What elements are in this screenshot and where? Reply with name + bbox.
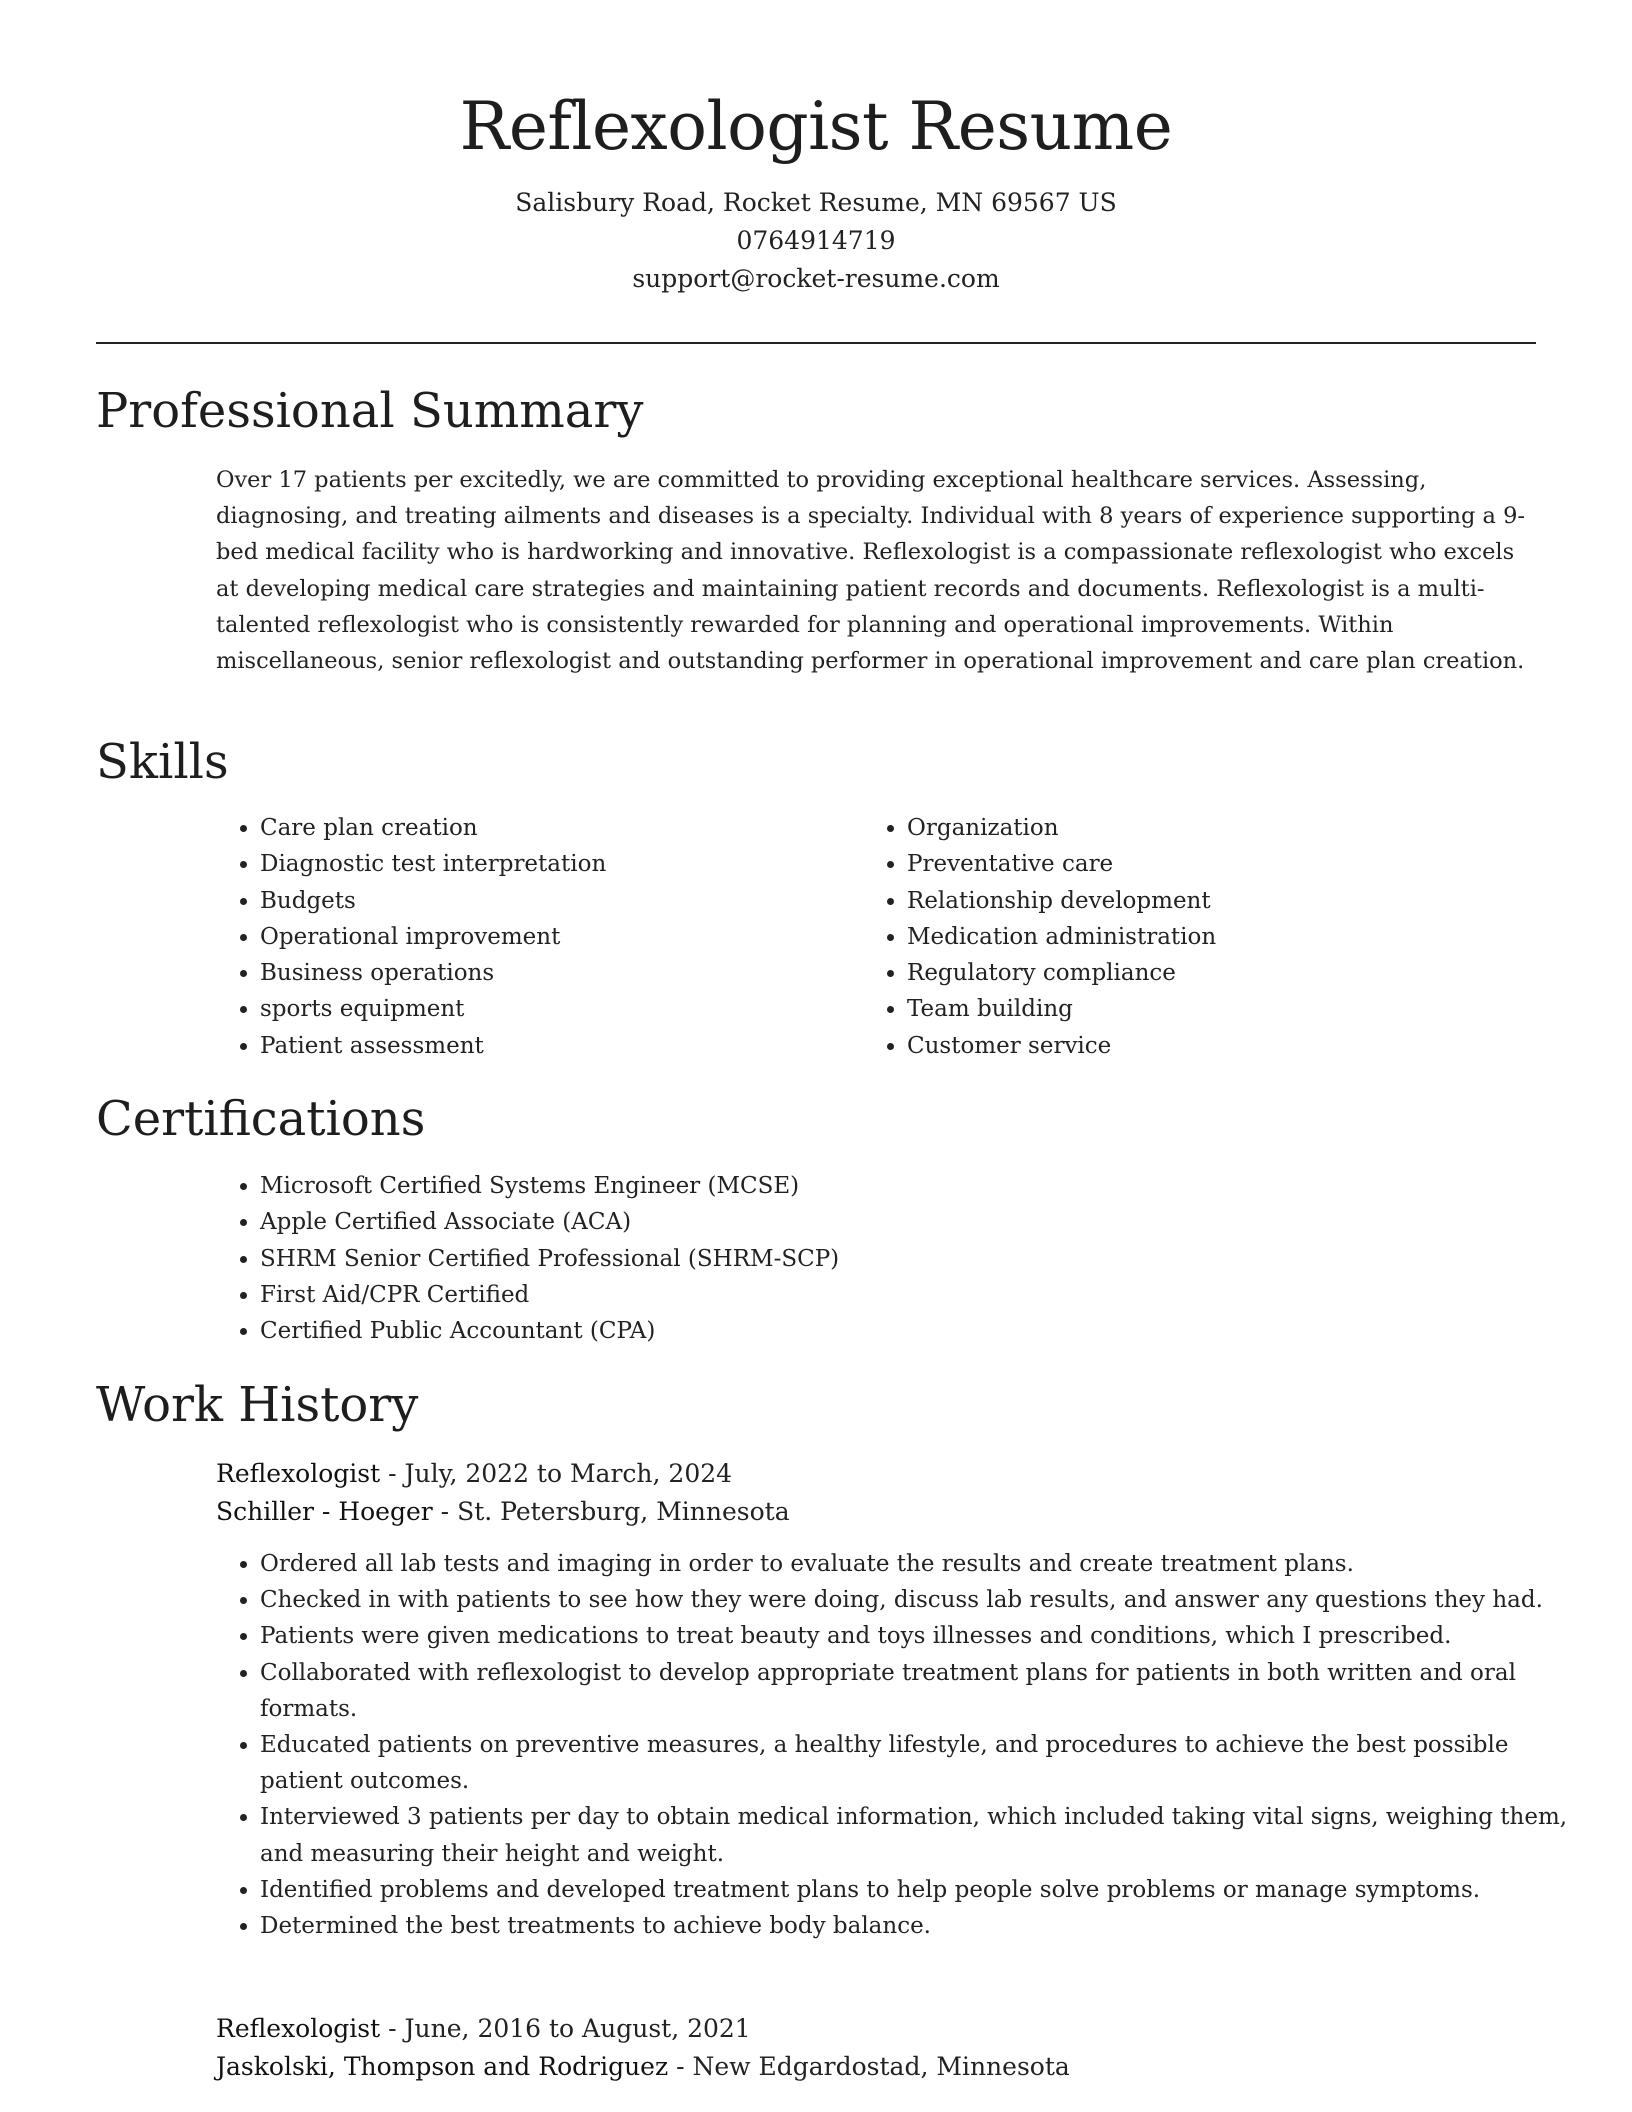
job-role: Reflexologist [216,1459,381,1488]
job-separator: - [440,1497,458,1526]
job-1-bullets [216,1546,1585,1944]
skill-item: • Operational improvement [260,919,860,955]
skill-item: • Diagnostic test interpretation [260,846,860,882]
job-bullet: • Checked in with patients to see how they were doing, discuss lab results, and answer any questions they had. [260,1582,1585,1618]
skill-item: • Regulatory compliance [907,955,1507,991]
job-dates: July, 2022 to March, 2024 [404,1459,733,1488]
skill-item: • Business operations [260,955,860,991]
skill-item: • Customer service [907,1028,1507,1064]
skill-item: • Relationship development [907,883,1507,919]
job-2-title [216,2010,751,2048]
skill-item: • Preventative care [907,846,1507,882]
skill-item: • Budgets [260,883,860,919]
skill-item: • Team building [907,991,1507,1027]
skill-item: • Care plan creation [260,810,860,846]
certifications-list [216,1168,1560,1349]
certification-item: • SHRM Senior Certified Professional (SHRM-SCP) [260,1241,1560,1277]
resume-header [0,0,1632,298]
summary-text: Over 17 patients per excitedly, we are committed to providing exceptional healthcare services. Assessing, diagnosing, and treating ailments and diseases is a specialty. Individual with 8 years of experience supporting a 9-bed medical facility who is hardworking and innovative. Reflexologist is a compassionate reflexologist who excels at developing medical care strategies and maintaining patient records and documents. Reflexologist is a multi-talented reflexologist who is consistently rewarded for planning and operational improvements. Within miscellaneous, senior reflexologist and outstanding performer in operational improvement and care plan creation. [216,467,1525,675]
job-separator: - [388,2014,405,2043]
job-bullet: • Identified problems and developed treatment plans to help people solve problems or manage symptoms. [260,1872,1585,1908]
skills-list-left [216,810,860,1064]
certification-item: • Apple Certified Associate (ACA) [260,1204,1560,1240]
certifications-heading: Certifications [96,1091,426,1147]
skills-heading: Skills [96,734,229,790]
job-bullet: • Educated patients on preventive measures, a healthy lifestyle, and procedures to achieve the best possible patient outcomes. [260,1727,1585,1799]
certification-item: • Microsoft Certified Systems Engineer (MCSE) [260,1168,1560,1204]
job-bullet: • Patients were given medications to treat beauty and toys illnesses and conditions, which I prescribed. [260,1618,1585,1654]
certification-item: • Certified Public Accountant (CPA) [260,1313,1560,1349]
job-role: Reflexologist [216,2014,381,2043]
resume-title: Reflexologist Resume [459,88,1173,165]
contact-address: Salisbury Road, Rocket Resume, MN 69567 US [515,188,1117,217]
job-1-title [216,1455,732,1493]
job-bullet: • Determined the best treatments to achieve body balance. [260,1908,1585,1944]
job-separator: - [388,1459,405,1488]
contact-email: support@rocket-resume.com [632,264,1000,293]
job-company: Jaskolski, Thompson and Rodriguez [216,2052,669,2081]
summary-heading: Professional Summary [96,383,644,439]
job-company: Schiller - Hoeger [216,1497,433,1526]
job-1-company [216,1493,790,1531]
job-bullet: • Interviewed 3 patients per day to obtain medical information, which included taking vital signs, weighing them, and measuring their height and weight. [260,1799,1585,1871]
job-bullet: • Ordered all lab tests and imaging in order to evaluate the results and create treatment plans. [260,1546,1585,1582]
job-dates: June, 2016 to August, 2021 [404,2014,751,2043]
skill-item: • Organization [907,810,1507,846]
skill-item: • sports equipment [260,991,860,1027]
job-bullet: • Collaborated with reflexologist to develop appropriate treatment plans for patients in both written and oral formats. [260,1655,1585,1727]
job-location: New Edgardostad, Minnesota [692,2052,1070,2081]
contact-phone: 0764914719 [736,226,896,255]
job-2-company [216,2048,1070,2086]
skill-item: • Patient assessment [260,1028,860,1064]
work-history-heading: Work History [96,1377,419,1433]
job-location: St. Petersburg, Minnesota [457,1497,790,1526]
header-divider [96,342,1536,344]
job-separator: - [676,2052,693,2081]
skills-list-right [863,810,1507,1064]
skill-item: • Medication administration [907,919,1507,955]
certification-item: • First Aid/CPR Certified [260,1277,1560,1313]
